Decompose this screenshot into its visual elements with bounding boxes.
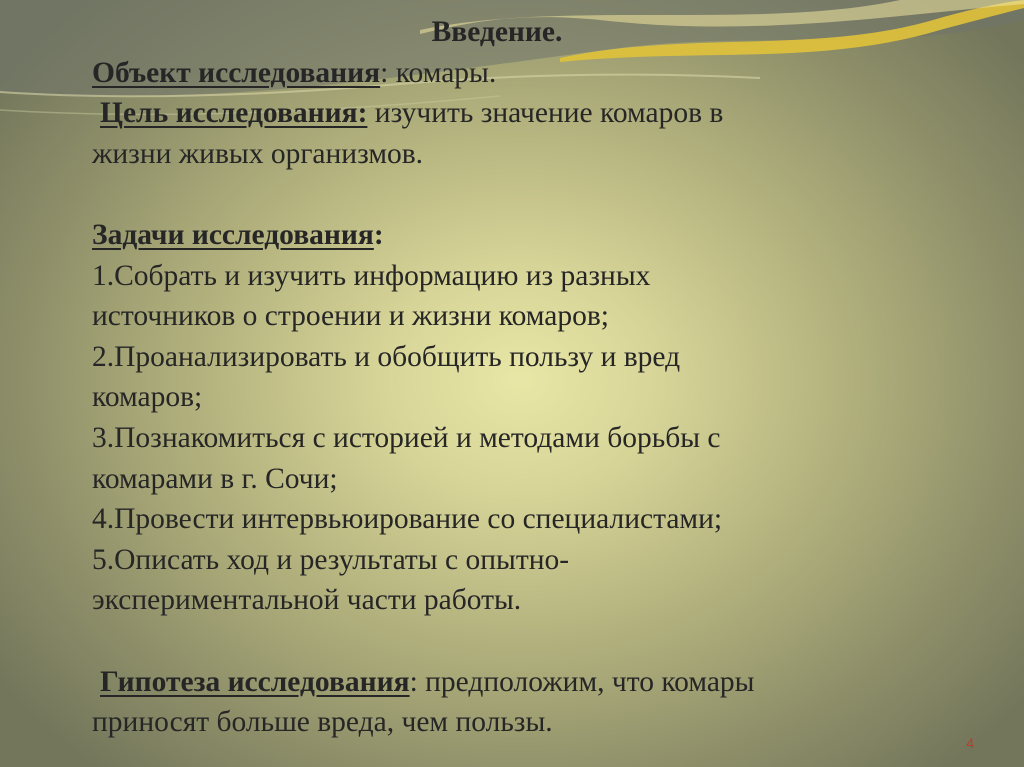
spacer (92, 621, 952, 662)
page-number: 4 (966, 735, 974, 751)
task-line: источников о строении и жизни комаров; (92, 300, 609, 333)
research-goal-text: изучить значение комаров в (367, 97, 724, 130)
research-hypothesis-text: : предположим, что комары (409, 665, 755, 698)
research-hypothesis-continuation: приносят больше вреда, чем пользы. (92, 706, 553, 739)
task-line: 5.Описать ход и результаты с опытно- (92, 543, 570, 576)
task-line: 2.Проанализировать и обобщить пользу и вред (92, 340, 681, 373)
task-line: комаров; (92, 381, 203, 414)
task-line: 4.Провести интервьюирование со специалистами; (92, 503, 723, 536)
research-goal (92, 93, 952, 134)
research-tasks-colon: : (373, 218, 384, 251)
spacer (92, 174, 952, 215)
research-hypothesis (92, 662, 952, 703)
task-line: комарами в г. Сочи; (92, 462, 338, 495)
task-line: экспериментальной части работы. (92, 584, 522, 617)
research-tasks-heading-line (92, 215, 952, 256)
research-object-text: : комары. (380, 56, 497, 89)
slide-content (92, 12, 952, 743)
research-goal-continuation: жизни живых организмов. (92, 137, 424, 170)
research-tasks-heading: Задачи исследования (92, 218, 374, 251)
task-line: 3.Познакомиться с историей и методами борьбы с (92, 421, 721, 454)
research-object (92, 53, 952, 94)
research-object-heading: Объект исследования (92, 56, 381, 89)
research-hypothesis-heading: Гипотеза исследования (100, 665, 410, 698)
slide-title: Введение. (431, 16, 563, 48)
task-line: 1.Собрать и изучить информацию из разных (92, 259, 651, 292)
research-goal-heading: Цель исследования: (100, 97, 368, 130)
